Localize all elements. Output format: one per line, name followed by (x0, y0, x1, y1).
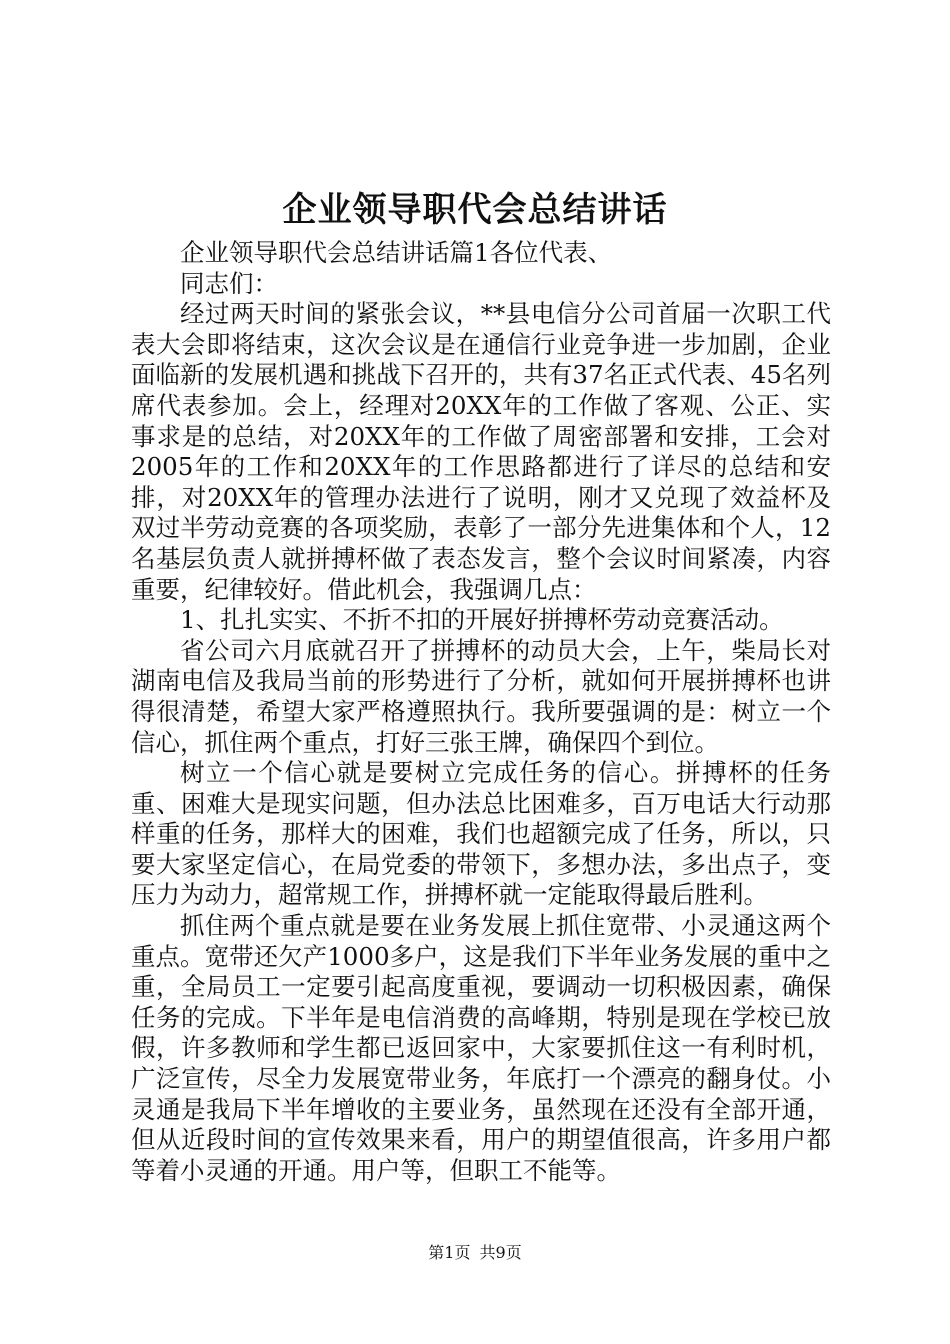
paragraph: 省公司六月底就召开了拼搏杯的动员大会，上午，柴局长对湖南电信及我局当前的形势进行了分析，就如何开展拼搏杯也讲得很清楚，希望大家严格遵照执行。我所要强调的是：树立一个信心，抓住两个重点，打好三张王牌，确保四个到位。 (131, 635, 831, 757)
page-total: 共9页 (479, 1243, 522, 1262)
paragraph: 经过两天时间的紧张会议，**县电信分公司首届一次职工代表大会即将结束，这次会议是在通信行业竞争进一步加剧，企业面临新的发展机遇和挑战下召开的，共有37名正式代表、45名列席代表参加。会上，经理对20XX年的工作做了客观、公正、实事求是的总结，对20XX年的工作做了周密部署和安排，工会对2005年的工作和20XX年的工作思路都进行了详尽的总结和安排，对20XX年的管理办法进行了说明，刚才又兑现了效益杯及双过半劳动竞赛的各项奖励，表彰了一部分先进集体和个人，12名基层负责人就拼搏杯做了表态发言，整个会议时间紧凑，内容重要，纪律较好。借此机会，我强调几点： (131, 299, 831, 604)
paragraph: 抓住两个重点就是要在业务发展上抓住宽带、小灵通这两个重点。宽带还欠产1000多户，这是我们下半年业务发展的重中之重，全局员工一定要引起高度重视，要调动一切积极因素，确保任务的完成。下半年是电信消费的高峰期，特别是现在学校已放假，许多教师和学生都已返回家中，大家要抓住这一有利时机，广泛宣传，尽全力发展宽带业务，年底打一个漂亮的翻身仗。小灵通是我局下半年增收的主要业务，虽然现在还没有全部开通，但从近段时间的宣传效果来看，用户的期望值很高，许多用户都等着小灵通的开通。用户等，但职工不能等。 (131, 911, 831, 1185)
document-body (131, 238, 831, 1186)
paragraph: 1、扎扎实实、不折不扣的开展好拼搏杯劳动竞赛活动。 (180, 605, 784, 635)
page-footer (0, 1243, 950, 1263)
document-title: 企业领导职代会总结讲话 (282, 190, 668, 230)
page-number: 第1页 (428, 1243, 471, 1262)
paragraph: 企业领导职代会总结讲话篇1各位代表、 (180, 238, 613, 267)
paragraph: 树立一个信心就是要树立完成任务的信心。拼搏杯的任务重、困难大是现实问题，但办法总比困难多，百万电话大行动那样重的任务，那样大的困难，我们也超额完成了任务，所以，只要大家坚定信心，在局党委的带领下，多想办法，多出点子，变压力为动力，超常规工作，拼搏杯就一定能取得最后胜利。 (131, 758, 831, 910)
paragraph: 同志们： (180, 268, 278, 298)
